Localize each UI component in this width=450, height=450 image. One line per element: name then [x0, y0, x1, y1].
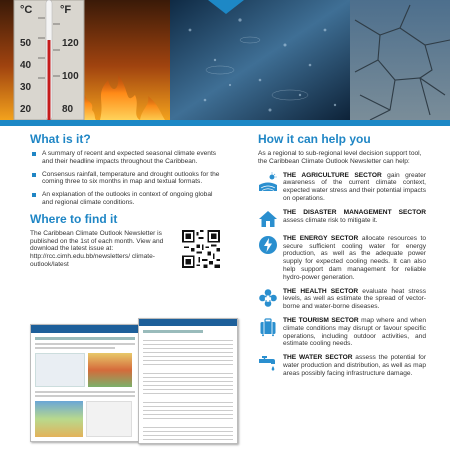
lightning-icon [258, 235, 278, 255]
what-is-it-list [30, 150, 220, 207]
sector-text: assess the potential for water production and distribution, as well as map areas possibly facing infrastructure damage. [283, 354, 427, 377]
celsius-tick: 50 [20, 38, 32, 49]
fahrenheit-symbol: °F [60, 4, 72, 16]
sector-health [258, 288, 426, 311]
where-section [30, 230, 220, 269]
sector-tourism [258, 317, 426, 348]
celsius-tick: 20 [20, 104, 32, 115]
fahrenheit-tick: 80 [62, 104, 74, 115]
where-text: The Caribbean Climate Outlook Newsletter is published on the 1st of each month. View and download the latest issue at: http://rcc.cimh.edu.bb/newsletters/ climate-outlook/latest [30, 229, 164, 268]
celsius-symbol: °C [20, 4, 33, 16]
left-column [30, 132, 220, 269]
bullet-icon [32, 173, 36, 177]
list-item: An explanation of the outlooks in context of ongoing global and regional climate conditions. [30, 191, 220, 207]
sector-name: THE DISASTER MANAGEMENT SECTOR [283, 208, 426, 216]
newsletter-preview-images [30, 318, 240, 446]
where-heading: Where to find it [30, 211, 118, 226]
sector-name: THE HEALTH SECTOR [283, 287, 359, 295]
sector-text: assess climate risk to mitigate it. [283, 216, 378, 224]
sector-disaster-management [258, 209, 426, 229]
celsius-tick: 40 [20, 60, 32, 71]
right-column [258, 132, 426, 384]
sector-name: THE ENERGY SECTOR [283, 234, 359, 242]
list-item: A summary of recent and expected seasonal climate events and their headline impacts throughout the Caribbean. [30, 150, 220, 166]
health-icon [258, 288, 278, 308]
bullet-icon [32, 193, 36, 197]
sector-text: gain greater awareness of the current climate context, expected water stress and their potential impacts on operations. [283, 171, 426, 202]
fahrenheit-tick: 100 [62, 71, 79, 82]
qr-code-icon[interactable] [182, 230, 220, 268]
sector-name: THE AGRICULTURE SECTOR [283, 171, 382, 179]
help-intro: As a regional to sub-regional level decision support tool, the Caribbean Climate Outlook Newsletter can help: [258, 150, 422, 165]
sector-text: allocate resources to secure sufficient cooling water for energy production, as well as the adequate power supply for expected cooling needs. It can also help support dam management for reliable hydro-power generation. [283, 234, 426, 281]
water-tap-icon [258, 354, 278, 374]
tourism-icon [258, 317, 278, 337]
sector-name: THE TOURISM SECTOR [283, 316, 359, 324]
bullet-icon [32, 152, 36, 156]
sector-text: evaluate heat stress levels, as well as estimate the spread of vector-borne and water-borne diseases. [283, 287, 426, 311]
blue-divider-band [0, 120, 450, 126]
how-it-helps-heading: How it can help you [258, 132, 371, 146]
sector-agriculture [258, 172, 426, 203]
list-item: Consensus rainfall, temperature and drought outlooks for the coming three to six months in map and textual formats. [30, 171, 220, 187]
newsletter-page-one [30, 324, 140, 442]
what-is-it-heading: What is it? [30, 132, 91, 146]
hero-image [0, 0, 450, 120]
sector-energy [258, 235, 426, 282]
house-icon [258, 209, 278, 229]
sector-name: THE WATER SECTOR [283, 354, 353, 362]
celsius-tick: 30 [20, 82, 32, 93]
sector-text: map where and when climate conditions may disrupt or favour specific operations, including outdoor activities, and estimate cooling needs. [283, 316, 426, 348]
fahrenheit-tick: 120 [62, 38, 79, 49]
sector-water [258, 354, 426, 377]
newsletter-page-two [138, 318, 238, 444]
agriculture-icon [258, 172, 278, 192]
